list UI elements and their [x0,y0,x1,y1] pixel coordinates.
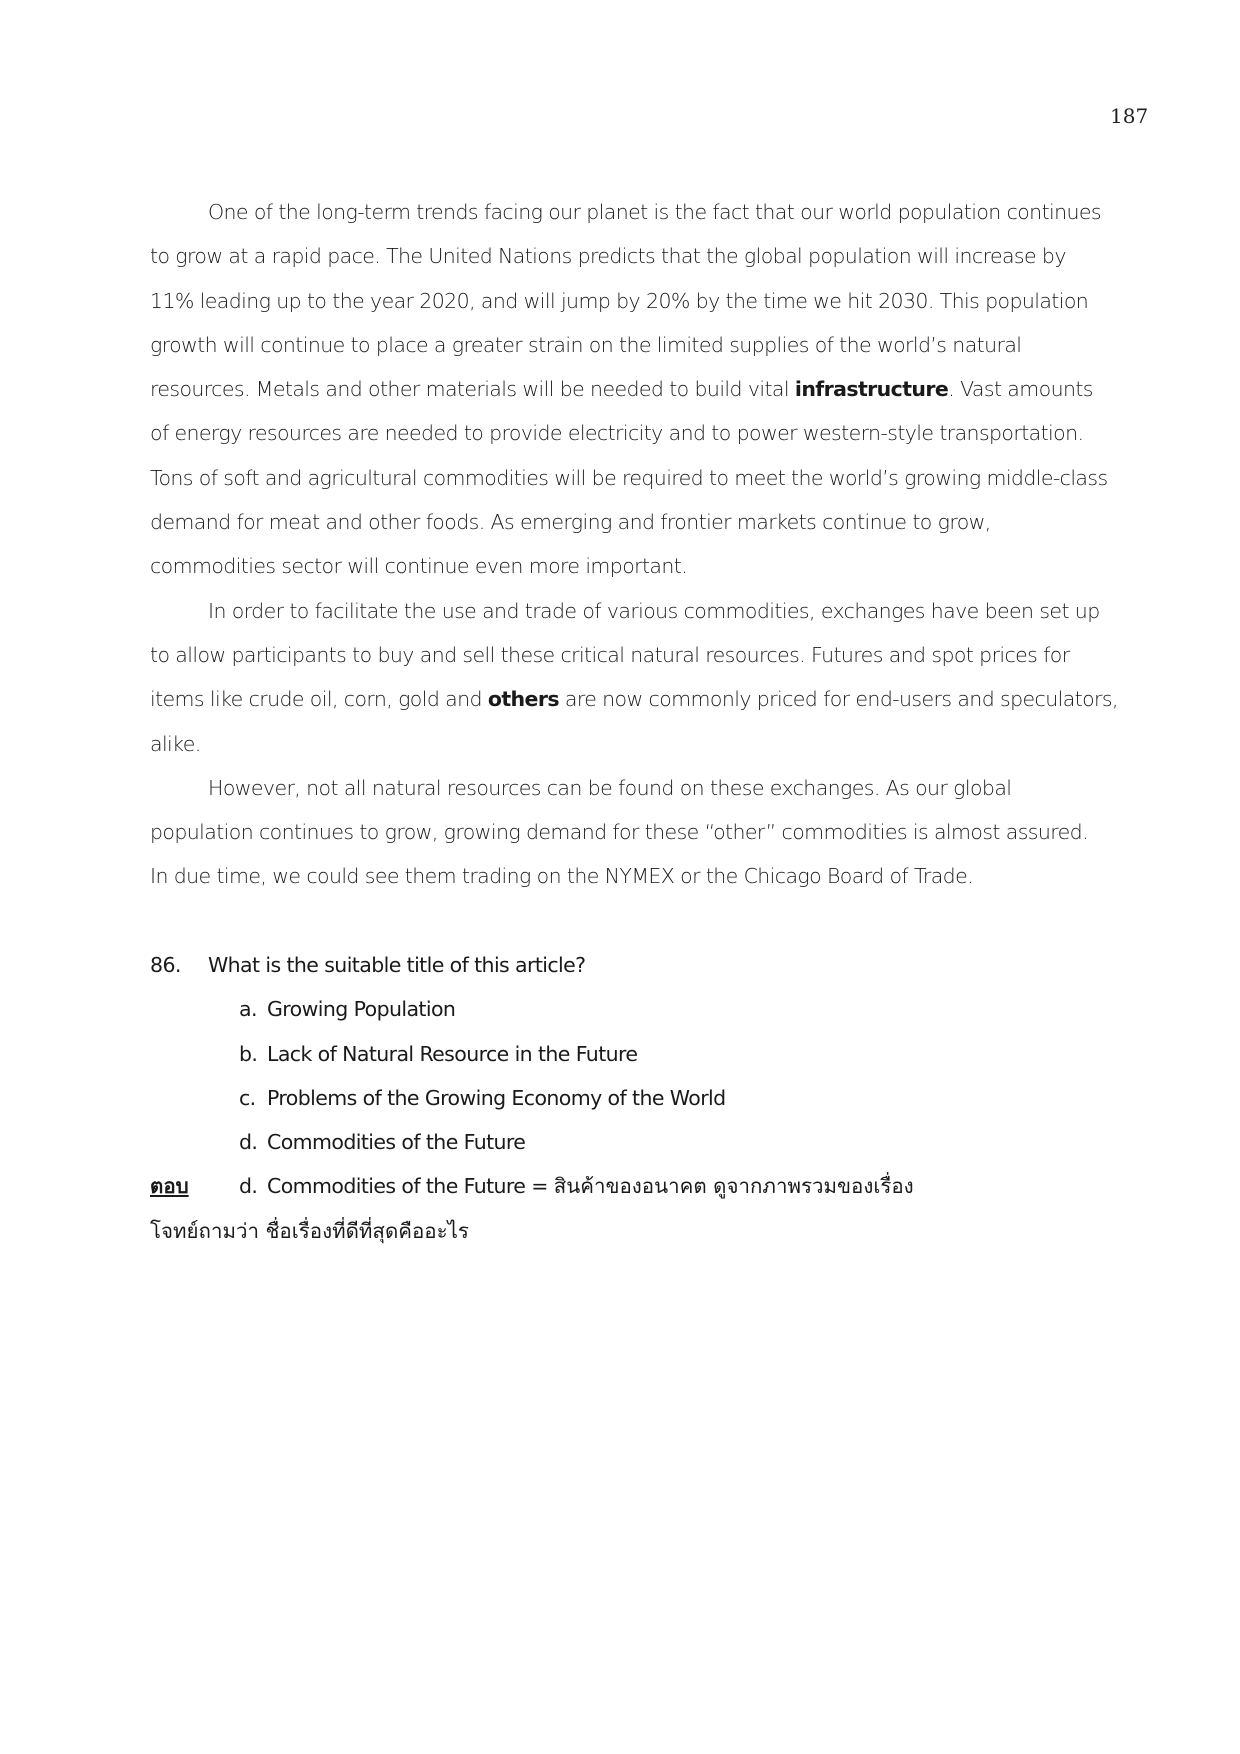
paragraph-1-line: to grow at a rapid pace. The United Nations predicts that the global population will increase by [150,244,1066,269]
paragraph-3-line: In due time, we could see them trading on the NYMEX or the Chicago Board of Trade. [150,864,974,889]
option-letter: d. [239,1130,258,1155]
option-letter: a. [239,997,257,1022]
option-c [150,1076,1170,1120]
question-number: 86. [150,953,181,977]
paragraph-2-line: to allow participants to buy and sell these critical natural resources. Futures and spot prices for [150,642,1070,667]
text-run: resources. Metals and other materials will be needed to build vital [150,377,795,402]
option-a [150,987,1170,1031]
option-letter: c. [239,1085,256,1110]
paragraph-2-line: alike. [150,731,201,756]
option-text: Problems of the Growing Economy of the World [267,1085,726,1110]
question-text: What is the suitable title of this article? [208,953,586,977]
answer-text: Commodities of the Future = [267,1174,554,1199]
option-d [150,1120,1170,1164]
answer-label: ตอบ [150,1174,189,1199]
answer-row-2 [150,1209,1170,1253]
paragraph-1-line: of energy resources are needed to provide electricity and to power western-style transportation. [150,421,1084,446]
paragraph-1-line: commodities sector will continue even more important. [150,554,688,579]
paragraph-2-line [150,677,1170,721]
paragraph-1-line: One of the long-term trends facing our planet is the fact that our world population continues [208,200,1101,224]
option-letter: b. [239,1041,258,1066]
text-run: . Vast amounts [948,377,1093,402]
answer-thai-explanation: สินค้าของอนาคต ดูจากภาพรวมของเรื่อง [553,1174,914,1199]
option-text: Growing Population [267,997,456,1022]
page-number: 187 [1110,104,1149,128]
answer-row [150,1164,1170,1208]
paragraph-1-line: Tons of soft and agricultural commodities will be required to meet the world’s growing middle-class [150,465,1108,490]
question-block [150,943,1170,1253]
option-text: Lack of Natural Resource in the Future [267,1041,638,1066]
paragraph-1-line: 11% leading up to the year 2020, and will jump by 20% by the time we hit 2030. This population [150,288,1089,313]
text-run: items like crude oil, corn, gold and [150,687,488,712]
paragraph-1-line [150,367,1170,411]
bold-term-others: others [487,687,559,712]
paragraph-2-line: In order to facilitate the use and trade of various commodities, exchanges have been set up [208,598,1100,623]
paragraph-1-line: growth will continue to place a greater strain on the limited supplies of the world’s natural [150,332,1022,357]
answer-letter: d. [239,1174,258,1199]
question-row [150,943,1170,987]
text-run: are now commonly priced for end-users and speculators, [558,687,1118,712]
paragraph-3-line: However, not all natural resources can be found on these exchanges. As our global [208,775,1012,800]
bold-term-infrastructure: infrastructure [794,377,949,402]
answer-thai-line-2: โจทย์ถามว่า ชื่อเรื่องที่ดีที่สุดคืออะไร [150,1218,469,1243]
option-text: Commodities of the Future [267,1130,526,1155]
article-body [150,190,1170,899]
option-b [150,1032,1170,1076]
paragraph-1-line: demand for meat and other foods. As emerging and frontier markets continue to grow, [150,510,991,535]
paragraph-3-line: population continues to grow, growing demand for these “other” commodities is almost assured. [150,820,1089,845]
